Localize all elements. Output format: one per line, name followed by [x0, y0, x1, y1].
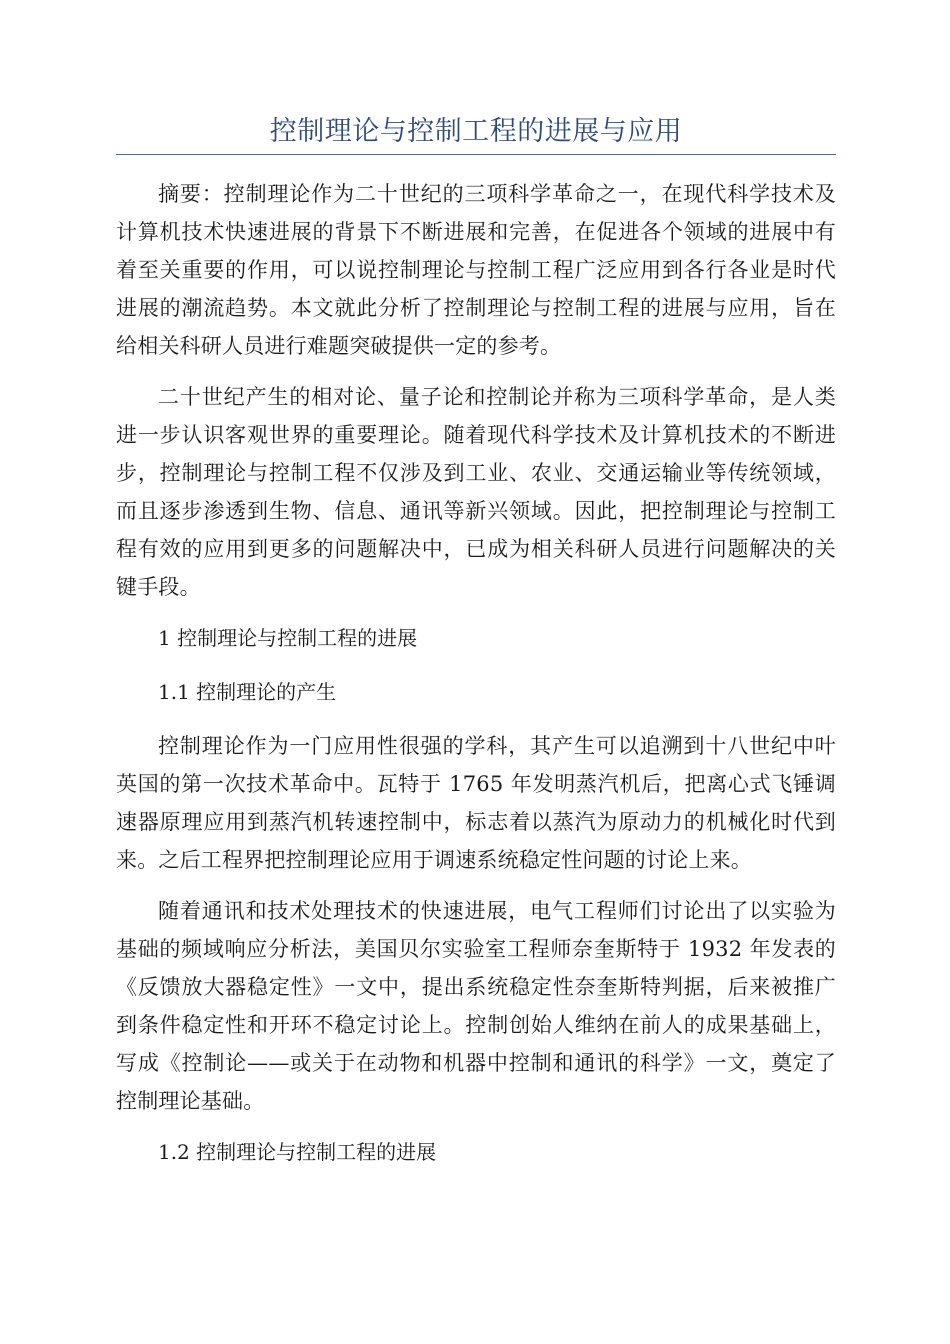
body-paragraph-origin: 控制理论作为一门应用性很强的学科，其产生可以追溯到十八世纪中叶英国的第一次技术革命中。瓦特于 1765 年发明蒸汽机后，把离心式飞锤调速器原理应用到蒸汽机转速控制中，标志着以蒸汽为原动力的机械化时代到来。之后工程界把控制理论应用于调速系统稳定性问题的讨论上来。 [116, 734, 836, 872]
subsection-heading-1-1: 1.1 控制理论的产生 [158, 680, 337, 704]
abstract-paragraph: 摘要：控制理论作为二十世纪的三项科学革命之一，在现代科学技术及计算机技术快速进展的背景下不断进展和完善，在促进各个领域的进展中有着至关重要的作用，可以说控制理论与控制工程广泛应用到各行各业是时代进展的潮流趋势。本文就此分析了控制理论与控制工程的进展与应用，旨在给相关科研人员进行难题突破提供一定的参考。 [116, 182, 836, 358]
document-title: 控制理论与控制工程的进展与应用 [269, 116, 683, 147]
document-page [116, 112, 836, 1187]
section-heading-1: 1 控制理论与控制工程的进展 [158, 626, 418, 650]
subsection-heading-1-2: 1.2 控制理论与控制工程的进展 [158, 1140, 437, 1164]
title-underline [116, 154, 836, 155]
intro-paragraph: 二十世纪产生的相对论、量子论和控制论并称为三项科学革命，是人类进一步认识客观世界的重要理论。随着现代科学技术及计算机技术的不断进步，控制理论与控制工程不仅涉及到工业、农业、交通运输业等传统领域，而且逐步渗透到生物、信息、通讯等新兴领域。因此，把控制理论与控制工程有效的应用到更多的问题解决中，已成为相关科研人员进行问题解决的关键手段。 [116, 385, 836, 599]
body-paragraph-frequency: 随着通讯和技术处理技术的快速进展，电气工程师们讨论出了以实验为基础的频域响应分析法，美国贝尔实验室工程师奈奎斯特于 1932 年发表的《反馈放大器稳定性》一文中，提出系统稳定性奈奎斯特判据，后来被推广到条件稳定性和开环不稳定讨论上。控制创始人维纳在前人的成果基础上，写成《控制论——或关于在动物和机器中控制和通讯的科学》一文，奠定了控制理论基础。 [116, 899, 836, 1113]
